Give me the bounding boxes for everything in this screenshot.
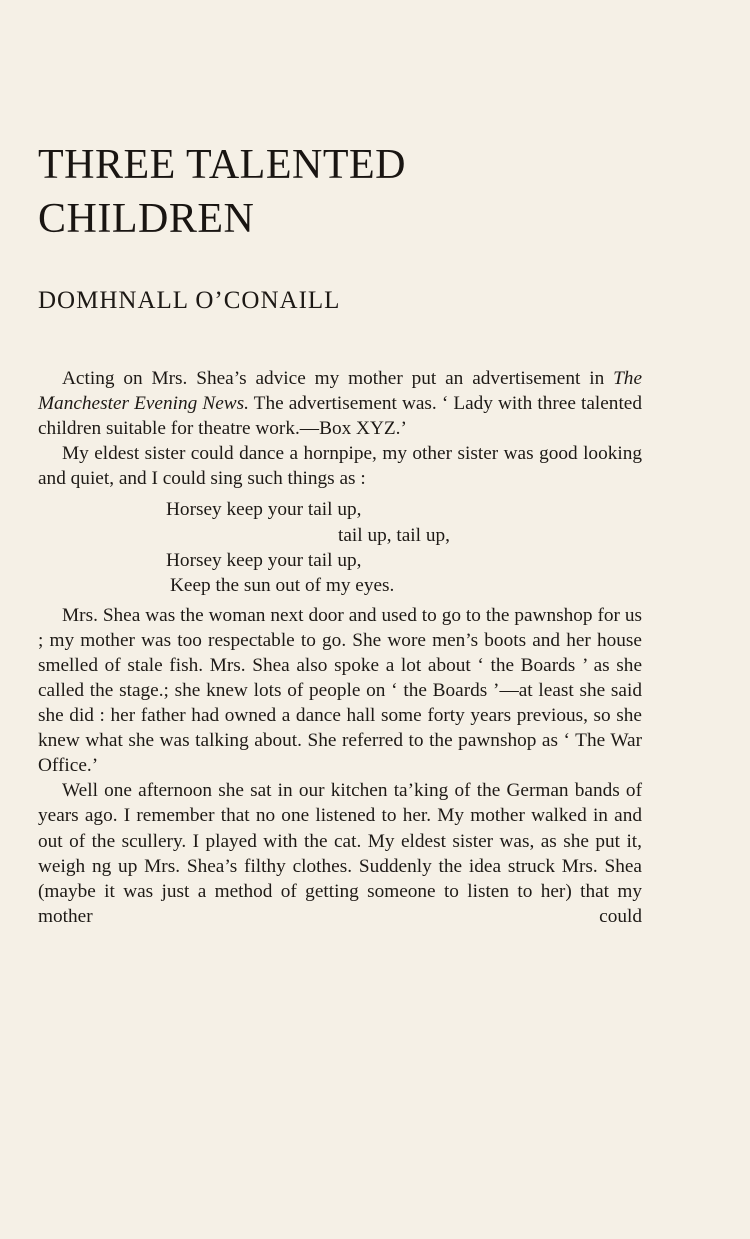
verse-line-3: Horsey keep your tail up, (166, 550, 362, 572)
author-name: DOMHNALL O’CONAILL (38, 287, 341, 314)
story-title (38, 138, 406, 246)
song-verse (38, 497, 642, 598)
paragraph-1-after: The advertisement was. ‘ Lady with three talented children suitable for theatre work.—Box XYZ.’ (38, 393, 642, 440)
verse-line-2: tail up, tail up, (338, 524, 450, 546)
title-line-2: CHILDREN (38, 196, 255, 242)
newspaper-title: The Manchester Evening News. (38, 368, 642, 415)
paragraph-2: My eldest sister could dance a hornpipe, my other sister was good looking and quiet, and I could sing such things as : (38, 443, 642, 490)
paragraph-4: Well one afternoon she sat in our kitchen ta’king of the German bands of years ago. I remember that no one listened to her. My mother walked in and out of the scullery. I played with the cat. My eldest sister was, as she put it, weigh ng up Mrs. Shea’s filthy clothes. Suddenly the idea struck Mrs. Shea (maybe it was just a method of getting someone to listen to her) that my mother could (38, 780, 642, 927)
paragraph-3: Mrs. Shea was the woman next door and used to go to the pawnshop for us ; my mother was too respectable to go. She wore men’s boots and her house smelled of stale fish. Mrs. Shea also spoke a lot about ‘ the Boards ’ as she called the stage.; she knew lots of people on ‘ the Boards ’—at least she said she did : her father had owned a dance hall some forty years previous, so she knew what she was talking about. She referred to the pawnshop as ‘ The War Office.’ (38, 604, 642, 777)
verse-line-1: Horsey keep your tail up, (166, 499, 362, 521)
verse-line-4: Keep the sun out of my eyes. (170, 575, 395, 597)
title-line-1: THREE TALENTED (38, 142, 406, 188)
book-page (38, 0, 642, 1239)
paragraph-1 (38, 366, 642, 441)
story-body (38, 366, 642, 929)
paragraph-1-before: Acting on Mrs. Shea’s advice my mother put an advertisement in (62, 368, 614, 389)
